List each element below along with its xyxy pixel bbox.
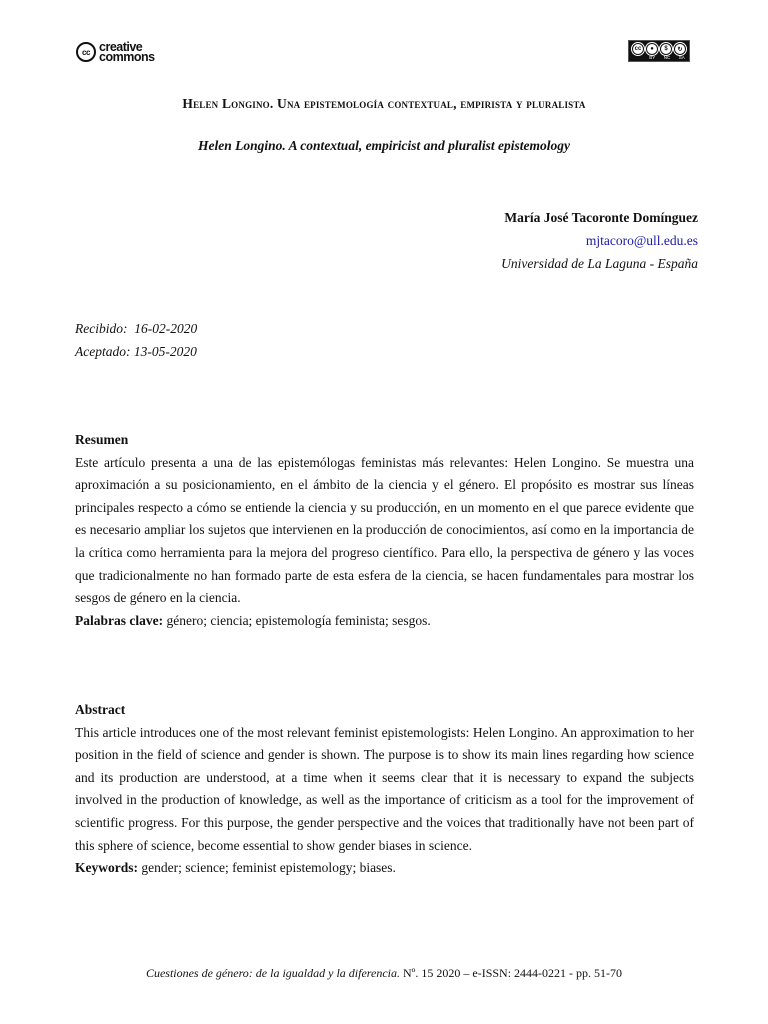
- keywords-label: Keywords:: [75, 860, 138, 876]
- palabras-clave: [75, 610, 694, 633]
- keywords: [75, 857, 694, 880]
- abstract-body: This article introduces one of the most relevant feminist epistemologists: Helen Longino. An approximation to her position in the field of science and gender is shown. The purpose is to show its main lines regarding how science and its production are understood, at a time when it seems clear that it is necessary to expand the subjects involved in the production of knowledge, as well as the importance of criticism as a tool for the improvement of scientific progress. For this purpose, the gender perspective and the voices that traditionally have not been part of this sphere of science, become essential to show gender biases in science.: [75, 724, 694, 853]
- creative-commons-logo[interactable]: [76, 40, 155, 64]
- resumen-heading: Resumen: [75, 432, 129, 447]
- cc-icon: cc: [632, 43, 644, 55]
- resumen-section: [75, 429, 694, 632]
- license-label-by: BY: [649, 55, 656, 60]
- license-badge-labels: [629, 55, 689, 60]
- resumen-body: Este artículo presenta a una de las epistemólogas feministas más relevantes: Helen Longino. Se muestra una aproximación a su posicionamiento, en el ámbito de la ciencia y el género. El propósito es mostrar sus líneas principales respecto a cómo se entiende la ciencia y su producción, en un momento en el que parece evidente que es necesario ampliar los sujetos que intervienen en la producción de conocimientos, así como en la importancia de la crítica como herramienta para la mejora del progreso científico. Para ello, la perspectiva de género y las voces que tradicionalmente no han formado parte de esta esfera de la ciencia, se hacen fundamentales para mostrar los sesgos de género en la ciencia.: [75, 454, 694, 606]
- abstract-section: [75, 699, 694, 880]
- license-label-sa: SA: [678, 55, 685, 60]
- keywords-values: gender; science; feminist epistemology; biases.: [138, 860, 396, 876]
- accepted-date: Aceptado: 13-05-2020: [75, 344, 197, 359]
- nc-icon: $: [660, 43, 672, 55]
- received-date: Recibido: 16-02-2020: [75, 321, 198, 336]
- palabras-clave-label: Palabras clave:: [75, 612, 164, 628]
- author-name: María José Tacoronte Domínguez: [504, 210, 698, 225]
- cc-wordmark-line2: commons: [99, 50, 155, 64]
- page-footer: [0, 966, 768, 981]
- license-badge[interactable]: [628, 40, 690, 62]
- journal-issue: Nº. 15 2020 – e-ISSN: 2444-0221 - pp. 51-70: [400, 966, 623, 980]
- palabras-clave-values: género; ciencia; epistemología feminista; sesgos.: [163, 612, 431, 628]
- journal-name: Cuestiones de género: de la igualdad y la diferencia.: [145, 966, 400, 980]
- article-title: Helen Longino. Una epistemología contextual, empirista y pluralista: [182, 96, 586, 111]
- sa-icon: ↻: [674, 43, 686, 55]
- cc-icon: cc: [76, 42, 96, 62]
- author-block: [501, 206, 698, 275]
- by-icon: ●: [646, 43, 658, 55]
- article-subtitle: Helen Longino. A contextual, empiricist and pluralist epistemology: [198, 138, 570, 153]
- abstract-heading: Abstract: [75, 702, 126, 717]
- license-label-nc: NC: [663, 55, 671, 60]
- cc-wordmark: [99, 42, 155, 62]
- article-dates: [75, 317, 197, 363]
- author-email-link[interactable]: mjtacoro@ull.edu.es: [585, 233, 698, 248]
- cc-wordmark-line1: creative: [99, 40, 143, 54]
- author-affiliation: Universidad de La Laguna - España: [501, 256, 698, 271]
